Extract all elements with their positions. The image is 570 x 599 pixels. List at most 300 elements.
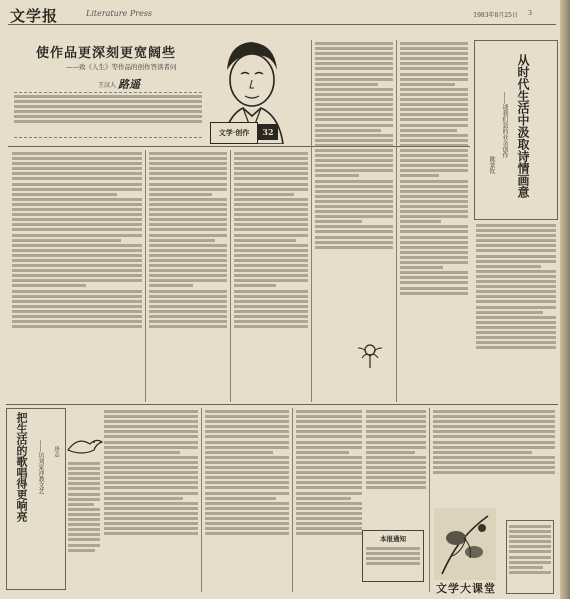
text-line [315, 108, 393, 111]
text-line [234, 279, 308, 282]
text-column-4 [315, 40, 393, 336]
text-line [315, 169, 393, 172]
bird-decoration [64, 432, 104, 458]
text-line [296, 425, 362, 428]
text-line [476, 239, 556, 242]
text-line [12, 183, 142, 186]
text-line [476, 224, 556, 227]
text-line [234, 203, 308, 206]
text-line [205, 420, 289, 423]
text-line [366, 446, 426, 449]
text-line [400, 220, 441, 223]
text-line [104, 471, 198, 474]
text-column-b6 [433, 408, 555, 504]
text-line [400, 195, 468, 198]
text-line [400, 266, 443, 269]
text-line [104, 522, 198, 525]
text-line [315, 78, 393, 81]
text-line [149, 264, 227, 267]
text-line [12, 157, 142, 160]
text-line [400, 281, 468, 284]
text-line [12, 269, 142, 272]
text-line [509, 561, 551, 564]
text-line [104, 527, 198, 530]
text-line [12, 279, 142, 282]
text-line [234, 239, 296, 242]
text-line [315, 241, 393, 244]
text-line [234, 290, 308, 293]
text-line [315, 159, 393, 162]
text-column-2 [149, 150, 227, 402]
text-line [234, 259, 308, 262]
text-line [104, 502, 198, 505]
text-line [149, 228, 227, 231]
byline-name: 路遥 [118, 78, 140, 91]
text-line [104, 517, 198, 520]
text-line [12, 284, 86, 287]
text-line [476, 255, 556, 258]
text-line [315, 124, 393, 127]
text-line [149, 244, 227, 247]
right-feature-subtitle: ——谈我们县的业余创作 [501, 92, 508, 158]
text-line [205, 492, 289, 495]
text-line [149, 183, 227, 186]
text-line [400, 134, 468, 137]
text-line [296, 435, 362, 438]
byline-label: 王汉人 [98, 82, 117, 89]
text-line [366, 476, 426, 479]
text-line [476, 306, 556, 309]
text-line [234, 183, 308, 186]
column-divider [145, 150, 146, 402]
text-line [12, 172, 142, 175]
text-line [12, 228, 142, 231]
text-line [433, 471, 555, 474]
text-line [205, 415, 289, 418]
text-line [149, 315, 227, 318]
text-line [400, 185, 468, 188]
text-line [476, 300, 556, 303]
text-line [68, 487, 100, 490]
text-line [12, 177, 142, 180]
text-line [12, 249, 142, 252]
text-line [400, 108, 468, 111]
text-line [400, 246, 468, 249]
text-line [234, 177, 308, 180]
text-line [104, 451, 180, 454]
text-line [14, 110, 202, 113]
column-divider [201, 408, 202, 592]
text-line [296, 492, 362, 495]
column-divider [292, 408, 293, 592]
text-line [149, 172, 227, 175]
text-line [104, 481, 198, 484]
text-line [12, 208, 142, 211]
text-line [149, 295, 227, 298]
text-line [509, 566, 543, 569]
text-line [68, 467, 100, 470]
text-line [315, 62, 393, 65]
text-line [205, 441, 289, 444]
text-line [68, 544, 100, 547]
text-line [400, 47, 468, 50]
text-line [68, 538, 100, 541]
text-line [149, 290, 227, 293]
text-line [400, 251, 468, 254]
text-line [366, 562, 420, 565]
text-line [296, 522, 362, 525]
text-line [315, 180, 393, 183]
text-line [68, 503, 94, 506]
text-line [476, 311, 543, 314]
text-line [400, 62, 468, 65]
newspaper-name: 文学报 [10, 7, 59, 25]
text-line [400, 98, 468, 101]
text-line [400, 129, 457, 132]
text-line [296, 512, 362, 515]
text-line [400, 225, 468, 228]
text-line [476, 321, 556, 324]
text-line [366, 552, 420, 555]
text-line [12, 188, 142, 191]
text-line [476, 341, 556, 344]
column-divider [230, 150, 231, 402]
text-line [296, 446, 362, 449]
text-line [104, 476, 198, 479]
text-line [433, 435, 555, 438]
main-subhead: ——致《人生》等作品的创作答读者问 [66, 63, 177, 71]
text-line [315, 42, 393, 45]
text-line [205, 446, 289, 449]
text-line [433, 425, 555, 428]
text-line [476, 265, 541, 268]
text-line [12, 320, 142, 323]
text-line [400, 200, 468, 203]
text-line [104, 425, 198, 428]
text-line [366, 415, 426, 418]
text-line [104, 497, 183, 500]
text-line [205, 466, 289, 469]
text-line [234, 269, 308, 272]
text-line [296, 410, 362, 413]
text-line [433, 410, 555, 413]
text-line [315, 88, 393, 91]
text-line [315, 52, 393, 55]
text-line [296, 456, 362, 459]
text-line [476, 326, 556, 329]
text-line [400, 174, 439, 177]
text-line [400, 113, 468, 116]
text-line [12, 274, 142, 277]
text-line [509, 550, 551, 553]
text-line [104, 512, 198, 515]
right-feature-title: 从时代生活中汲取诗情画意 [516, 54, 530, 198]
text-line [205, 512, 289, 515]
text-line [234, 274, 308, 277]
text-line [12, 305, 142, 308]
text-line [12, 193, 117, 196]
text-line [315, 47, 393, 50]
text-line [12, 218, 142, 221]
text-line [366, 557, 420, 560]
text-column-b1 [68, 460, 100, 592]
text-line [68, 477, 100, 480]
text-line [400, 241, 468, 244]
bottom-feature-title: 把生活的歌唱得更响亮 [15, 412, 28, 522]
text-column-b5 [366, 408, 426, 528]
text-line [315, 129, 381, 132]
text-line [68, 498, 100, 501]
text-line [433, 461, 555, 464]
text-line [315, 200, 393, 203]
text-line [149, 284, 193, 287]
text-line [296, 497, 351, 500]
text-line [400, 271, 468, 274]
text-line [366, 456, 426, 459]
text-line [149, 239, 215, 242]
notice-title: 本报通知 [380, 535, 406, 543]
text-line [476, 244, 556, 247]
text-line [149, 203, 227, 206]
text-line [68, 528, 100, 531]
text-line [315, 195, 393, 198]
text-line [509, 556, 551, 559]
text-line [315, 67, 393, 70]
masthead [8, 4, 556, 25]
text-line [149, 208, 227, 211]
text-line [12, 223, 142, 226]
text-line [476, 336, 556, 339]
text-line [315, 205, 393, 208]
text-line [366, 461, 426, 464]
text-line [104, 420, 198, 423]
text-line [12, 315, 142, 318]
text-line [296, 527, 362, 530]
text-column-3 [234, 150, 308, 402]
text-line [400, 164, 468, 167]
text-line [400, 139, 468, 142]
text-line [149, 193, 212, 196]
text-line [12, 198, 142, 201]
newspaper-name-english: Literature Press [86, 9, 153, 18]
text-line [476, 249, 556, 252]
text-line [149, 152, 227, 155]
text-line [476, 290, 556, 293]
text-line [12, 234, 142, 237]
text-line [366, 481, 426, 484]
text-line [400, 93, 468, 96]
text-line [205, 532, 289, 535]
text-line [315, 134, 393, 137]
text-line [205, 507, 289, 510]
text-line [205, 522, 289, 525]
text-line [68, 508, 100, 511]
text-column-6 [476, 222, 556, 402]
text-line [315, 164, 393, 167]
text-line [476, 295, 556, 298]
editor-note [14, 92, 202, 138]
text-line [366, 471, 426, 474]
text-line [68, 533, 100, 536]
text-line [68, 549, 95, 552]
text-line [315, 144, 393, 147]
text-line [366, 420, 426, 423]
text-line [205, 527, 289, 530]
text-line [149, 218, 227, 221]
text-line [433, 430, 555, 433]
text-column-b2 [104, 408, 198, 592]
text-line [400, 261, 468, 264]
text-line [68, 493, 100, 496]
text-line [205, 410, 289, 413]
text-line [149, 177, 227, 180]
text-line [12, 162, 142, 165]
text-line [234, 315, 308, 318]
text-line [315, 174, 359, 177]
text-line [433, 415, 555, 418]
text-column-1 [12, 150, 142, 402]
text-line [509, 545, 551, 548]
text-line [433, 456, 555, 459]
text-line [476, 331, 556, 334]
text-line [12, 325, 142, 328]
text-line [400, 118, 468, 121]
text-line [433, 441, 555, 444]
text-line [149, 320, 227, 323]
text-line [234, 228, 308, 231]
text-line [149, 234, 227, 237]
text-line [400, 256, 468, 259]
text-line [12, 152, 142, 155]
page-number: 3 [528, 10, 532, 17]
text-line [104, 441, 198, 444]
text-line [400, 276, 468, 279]
text-line [205, 517, 289, 520]
text-line [12, 254, 142, 257]
text-line [315, 230, 393, 233]
text-line [12, 290, 142, 293]
text-line [400, 190, 468, 193]
text-line [315, 215, 393, 218]
text-line [315, 236, 393, 239]
text-line [68, 518, 100, 521]
text-line [149, 269, 227, 272]
text-line [296, 430, 362, 433]
text-line [149, 274, 227, 277]
notice-box [362, 530, 424, 582]
text-line [205, 502, 289, 505]
text-line [315, 57, 393, 60]
text-line [476, 270, 556, 273]
text-line [205, 497, 276, 500]
column-divider [396, 40, 397, 402]
text-line [14, 100, 202, 103]
text-line [104, 466, 198, 469]
text-line [433, 466, 555, 469]
text-line [400, 292, 468, 295]
text-line [14, 95, 202, 98]
text-line [315, 190, 393, 193]
text-line [476, 285, 556, 288]
text-line [400, 287, 468, 290]
text-line [205, 430, 289, 433]
text-line [12, 167, 142, 170]
column-number: 32 [258, 124, 278, 140]
issue-date: 1983年8月25日 [473, 12, 518, 19]
text-line [68, 472, 100, 475]
column-divider [429, 408, 430, 592]
text-line [433, 420, 555, 423]
text-line [400, 124, 468, 127]
text-line [433, 451, 532, 454]
text-line [315, 154, 393, 157]
text-line [149, 162, 227, 165]
text-line [366, 547, 420, 550]
text-line [400, 149, 468, 152]
bottom-feature-author: 唐志 [53, 446, 59, 457]
text-line [234, 167, 308, 170]
text-line [400, 52, 468, 55]
text-line [234, 198, 308, 201]
text-line [400, 67, 468, 70]
text-line [68, 462, 100, 465]
text-line [234, 152, 308, 155]
text-line [205, 471, 289, 474]
text-line [296, 517, 362, 520]
text-line [104, 435, 198, 438]
text-line [104, 430, 198, 433]
text-line [296, 532, 362, 535]
text-line [400, 159, 468, 162]
text-line [234, 295, 308, 298]
text-line [296, 507, 362, 510]
text-line [234, 284, 276, 287]
text-line [12, 310, 142, 313]
text-line [149, 259, 227, 262]
text-line [234, 320, 308, 323]
text-line [400, 236, 468, 239]
text-line [509, 540, 551, 543]
text-line [296, 420, 362, 423]
text-line [12, 259, 142, 262]
text-line [12, 239, 121, 242]
flower-decoration [350, 340, 390, 370]
text-line [366, 425, 426, 428]
text-line [433, 446, 555, 449]
text-line [315, 139, 393, 142]
text-line [296, 476, 362, 479]
text-line [366, 486, 426, 489]
text-line [234, 325, 308, 328]
text-line [149, 325, 227, 328]
corner-column-box [506, 520, 554, 594]
text-line [476, 275, 556, 278]
text-line [234, 305, 308, 308]
text-line [315, 220, 362, 223]
text-line [315, 83, 378, 86]
text-line [366, 441, 426, 444]
text-line [400, 144, 468, 147]
text-line [400, 57, 468, 60]
text-line [476, 316, 556, 319]
text-line [104, 492, 198, 495]
text-line [476, 234, 556, 237]
text-line [366, 410, 426, 413]
text-line [296, 415, 362, 418]
text-line [234, 223, 308, 226]
text-line [149, 249, 227, 252]
text-line [400, 73, 468, 76]
